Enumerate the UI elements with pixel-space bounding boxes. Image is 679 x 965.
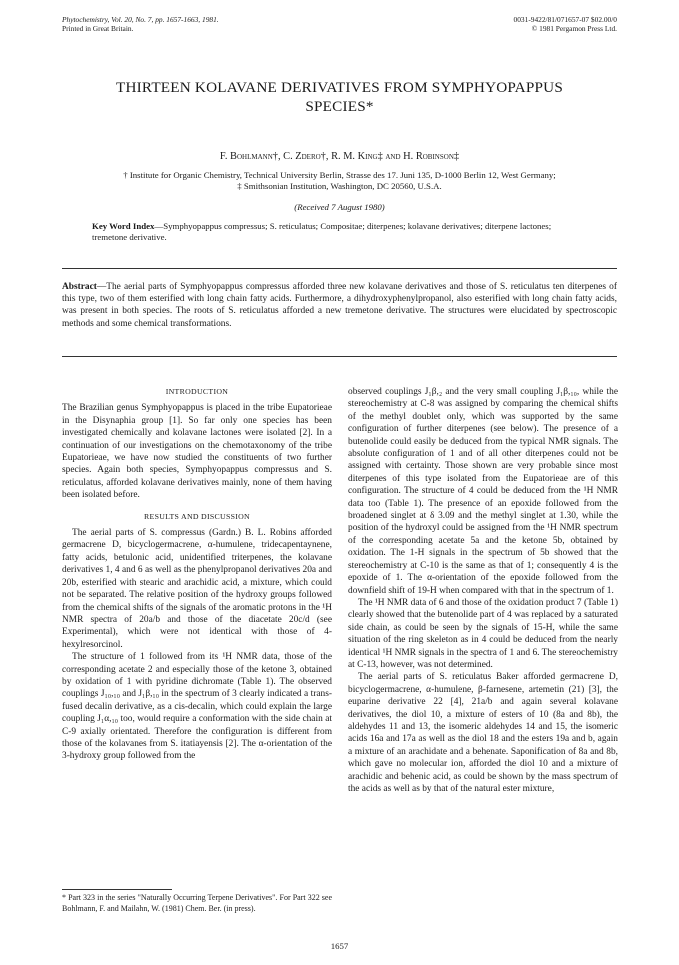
paragraph-results-1: The aerial parts of S. compressus (Gardn.) B. L. Robins afforded germacrene D, bicyclogermacrene, α-humulene, tridecapentaynene, fatty acids, betulonic acid, unidentified triterpenes, the kolavane derivatives 1, 4 and 6 as well as the phenylpropanol derivatives 20a and 20b, esterified with stearic and arachidic acid, a mixture, which could not be separated. The relative position of the hydroxy groups followed from the chemical shifts of the signals of the aromatic protons in the ¹H NMR spectra of 20a/b and those of the diacetate 20c/d (see Experimental), which were not identical with those of 4-hexylresorcinol.: [62, 528, 332, 650]
copyright-note: © 1981 Pergamon Press Ltd.: [531, 24, 617, 33]
page-number: 1657: [330, 941, 349, 951]
paragraph-right-3: The aerial parts of S. reticulatus Baker afforded germacrene D, bicyclogermacrene, α-humulene, β-farnesene, artemetin (21) [3], the euparine derivative 22 [4], 21a/b and again several kolavane derivatives, the diol 10, a mixture of esters of 10 (8a and 8b), the aldehydes 11 and 13, the isomeric aldehydes 14 and 15, the isomeric acids 16a and 17a as well as the diol 18 and the esters 19a and b, again a mixture of an arachidate and a behenate. Saponification of 8a and 8b, which gave no molecular ion, afforded the diol 10 and a mixture of arachidic and behenic acid, as could be shown by the mass spectrum of the acids as well as by that of the natural ester mixture,: [348, 672, 618, 794]
keyword-label: Key Word Index: [92, 221, 155, 231]
running-header-left: [62, 15, 219, 33]
abstract-label: Abstract: [62, 282, 97, 292]
section-heading-introduction: INTRODUCTION: [165, 387, 229, 396]
printed-note: Printed in Great Britain.: [62, 24, 134, 33]
abstract: [62, 281, 617, 330]
section-heading-results: RESULTS AND DISCUSSION: [144, 511, 250, 521]
keyword-index: [92, 221, 587, 243]
paragraph-results-2: The structure of 1 followed from its ¹H NMR data, those of the corresponding acetate 2 and especially those of the ketone 3, obtained by oxidation of 1 with pyridine dichromate (Table 1). The observed couplings J₁₀,₁₀ and J₁β,₁₀ in the spectrum of 3 clearly indicated a trans-fused decalin derivative, as a cis-decalin, which could explain the large coupling J₁α,₁₀ too, would require a conformation with the side chain at C-9 axially orientated. Therefore the configuration is different from those of the kolavanes from S. itatiayensis [2]. The α-orientation of the 3-hydroxy group followed from the: [62, 652, 332, 762]
footnote-divider: [62, 889, 172, 890]
received-date: (Received 7 August 1980): [294, 202, 385, 212]
author-list: F. Bohlmann†, C. Zdero†, R. M. King‡ and H. Robinson‡: [219, 151, 460, 162]
paper-title: [62, 78, 617, 116]
paragraph-intro: The Brazilian genus Symphyopappus is placed in the tribe Eupatorieae in the Disynaphia group [1]. So far only one species has been investigated chemically and kolavane lactones were isolated [2]. In a continuation of our investigations on the chemotaxonomy of the tribe Eupatorieae, we have now studied the constituents of two further species. Again both species, Symphyopappus compressus and S. reticulatus, afforded kolavane derivatives mainly, none of them having been isolated before.: [62, 403, 332, 501]
paragraph-right-2: The ¹H NMR data of 6 and those of the oxidation product 7 (Table 1) clearly showed that the butenolide part of 4 was replaced by a saturated side chain, as could be seen by the signals of 15-H, while the same situation of the ring skeleton as in 4 could be deduced from the nearly identical ¹H NMR signals in the spectra of 1 and 6. The stereochemistry at C-13, however, was not determined.: [348, 597, 618, 670]
running-header-right: [514, 15, 617, 33]
footnote: * Part 323 in the series "Naturally Occurring Terpene Derivatives". For Part 322 see Bohlmann, F. and Mailahn, W. (1981) Chem. Ber. (in press).: [62, 893, 332, 913]
left-column: [62, 386, 332, 763]
issn-code: 0031-9422/81/071657-07 $02.00/0: [513, 15, 617, 24]
right-column: [348, 386, 618, 795]
journal-citation: Phytochemistry, Vol. 20, No. 7, pp. 1657-1663, 1981.: [62, 15, 219, 24]
affiliation-2: ‡ Smithsonian Institution, Washington, DC 20560, U.S.A.: [237, 181, 442, 191]
keyword-text: —Symphyopappus compressus; S. reticulatus; Compositae; diterpenes; kolavane derivatives; diterpene lactones; tremetone derivative.: [92, 221, 552, 242]
divider-bottom: [62, 356, 617, 357]
title-line-1: THIRTEEN KOLAVANE DERIVATIVES FROM SYMPHYOPAPPUS: [116, 79, 563, 96]
paragraph-right-1: observed couplings J₁β,₂ and the very small coupling J₁β,₁₀, while the stereochemistry at C-8 was assigned by comparing the chemical shifts of the methyl doublet only, which was supported by the same configuration of further diterpenes (see below). The presence of a butenolide could easily be deduced from the typical NMR signals. The absolute configuration of 1 and of all other diterpenes could not be assigned with certainty. Those shown are very probable since most diterpenes of this type isolated from the Eupatorieae are of this configuration. The structure of 4 could be deduced from the ¹H NMR data too (Table 1). The presence of an epoxide followed from the broadened singlet at δ 3.09 and the methyl singlet at 1.30, while the position of the hydroxyl could be assigned from the ¹H NMR spectrum of the corresponding acetate 5a and the ketone 5b, obtained by oxidation. The 1-H signals in the spectrum of 5b showed that the stereochemistry at C-10 is the same as that of 1; consequently 4 is the epoxide of 1. The α-orientation of the epoxide followed from the downfield shift of 19-H when compared with that in the spectrum of 1.: [348, 387, 618, 596]
affiliations: [62, 170, 617, 192]
divider-top: [62, 268, 617, 269]
abstract-text: —The aerial parts of Symphyopappus compressus afforded three new kolavane derivatives and those of S. reticulatus ten diterpenes of this type, two of them esterified with long chain fatty acids. Furthermore, a dihydroxyphenylpropanol, also esterified with long chain fatty acids, was present in both species. The roots of S. reticulatus afforded a new tremetone derivative. The structures were elucidated by spectroscopic methods and some chemical transformations.: [62, 282, 617, 329]
affiliation-1: † Institute for Organic Chemistry, Technical University Berlin, Strasse des 17. Juni 135, D-1000 Berlin 12, West Germany;: [123, 170, 556, 180]
title-line-2: SPECIES*: [305, 98, 374, 115]
